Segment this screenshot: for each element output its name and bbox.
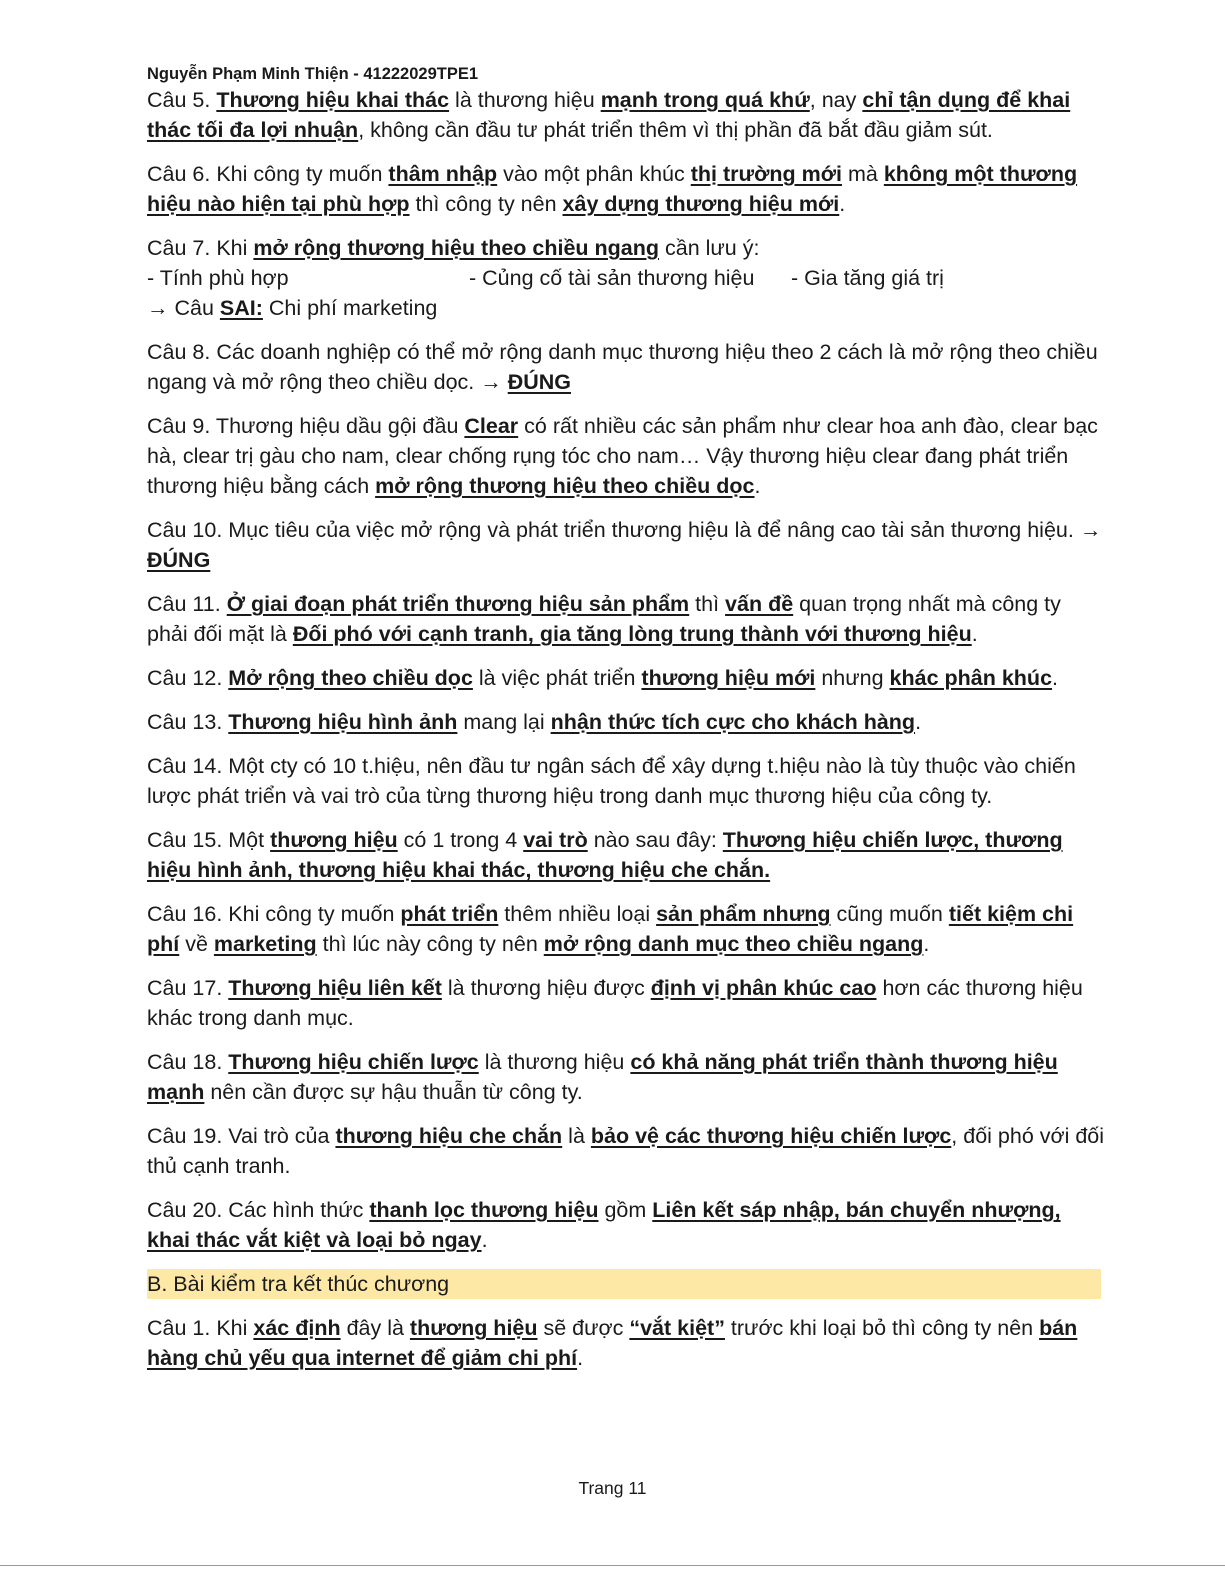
question-7-answer: → Câu SAI: Chi phí marketing bbox=[147, 296, 438, 320]
question-8: Câu 8. Các doanh nghiệp có thể mở rộng danh mục thương hiệu theo 2 cách là mở rộng theo chiều ngang và mở rộng theo chiều dọc. → ĐÚNG bbox=[147, 340, 1098, 394]
section-b-heading: B. Bài kiểm tra kết thúc chương bbox=[147, 1269, 1101, 1299]
option-gia-tang: - Gia tăng giá trị bbox=[791, 266, 944, 290]
question-17: Câu 17. Thương hiệu liên kết là thương hiệu được định vị phân khúc cao hơn các thương hiệu khác trong danh mục. bbox=[147, 976, 1083, 1030]
question-18: Câu 18. Thương hiệu chiến lược là thương hiệu có khả năng phát triển thành thương hiệu mạnh nên cần được sự hậu thuẫn từ công ty. bbox=[147, 1050, 1058, 1104]
page-number: Trang 11 bbox=[578, 1478, 647, 1498]
question-13: Câu 13. Thương hiệu hình ảnh mang lại nhận thức tích cực cho khách hàng. bbox=[147, 710, 922, 734]
question-7 bbox=[147, 233, 1107, 323]
question-19: Câu 19. Vai trò của thương hiệu che chắn là bảo vệ các thương hiệu chiến lược, đối phó với đối thủ cạnh tranh. bbox=[147, 1124, 1105, 1178]
question-9: Câu 9. Thương hiệu dầu gội đầu Clear có rất nhiều các sản phẩm như clear hoa anh đào, clear bạc hà, clear trị gàu cho nam, clear chống rụng tóc cho nam… Vậy thương hiệu clear đang phát triển thương hiệu bằng cách mở rộng thương hiệu theo chiều dọc. bbox=[147, 414, 1098, 498]
question-20: Câu 20. Các hình thức thanh lọc thương hiệu gồm Liên kết sáp nhập, bán chuyển nhượng, khai thác vắt kiệt và loại bỏ ngay. bbox=[147, 1198, 1061, 1252]
question-16: Câu 16. Khi công ty muốn phát triển thêm nhiều loại sản phẩm nhưng cũng muốn tiết kiệm chi phí về marketing thì lúc này công ty nên mở rộng danh mục theo chiều ngang. bbox=[147, 902, 1074, 956]
question-5: Câu 5. Thương hiệu khai thác là thương hiệu mạnh trong quá khứ, nay chỉ tận dụng để khai thác tối đa lợi nhuận, không cần đầu tư phát triển thêm vì thị phần đã bắt đầu giảm sút. bbox=[147, 88, 1071, 142]
document-page bbox=[147, 63, 1107, 1387]
question-12: Câu 12. Mở rộng theo chiều dọc là việc phát triển thương hiệu mới nhưng khác phân khúc. bbox=[147, 666, 1059, 690]
section-b-question-1: Câu 1. Khi xác định đây là thương hiệu sẽ được “vắt kiệt” trước khi loại bỏ thì công ty nên bán hàng chủ yếu qua internet để giảm chi phí. bbox=[147, 1316, 1078, 1370]
author-header: Nguyễn Phạm Minh Thiện - 41222029TPE1 bbox=[147, 65, 479, 83]
question-15: Câu 15. Một thương hiệu có 1 trong 4 vai trò nào sau đây: Thương hiệu chiến lược, thương hiệu hình ảnh, thương hiệu khai thác, thương hiệu che chắn. bbox=[147, 828, 1063, 882]
question-10: Câu 10. Mục tiêu của việc mở rộng và phát triển thương hiệu là để nâng cao tài sản thương hiệu. → ĐÚNG bbox=[147, 518, 1102, 572]
option-cung-co: - Củng cố tài sản thương hiệu bbox=[469, 266, 755, 290]
option-phu-hop: - Tính phù hợp bbox=[147, 266, 289, 290]
question-7-options bbox=[147, 263, 1107, 293]
question-7-stem: Câu 7. Khi mở rộng thương hiệu theo chiều ngang cần lưu ý: bbox=[147, 236, 760, 260]
page-bottom-divider bbox=[0, 1565, 1225, 1566]
question-11: Câu 11. Ở giai đoạn phát triển thương hiệu sản phẩm thì vấn đề quan trọng nhất mà công ty phải đối mặt là Đối phó với cạnh tranh, gia tăng lòng trung thành với thương hiệu. bbox=[147, 592, 1061, 646]
question-6: Câu 6. Khi công ty muốn thâm nhập vào một phân khúc thị trường mới mà không một thương hiệu nào hiện tại phù hợp thì công ty nên xây dựng thương hiệu mới. bbox=[147, 162, 1078, 216]
question-14: Câu 14. Một cty có 10 t.hiệu, nên đầu tư ngân sách để xây dựng t.hiệu nào là tùy thuộc vào chiến lược phát triển và vai trò của từng thương hiệu trong danh mục thương hiệu của công ty. bbox=[147, 754, 1076, 808]
